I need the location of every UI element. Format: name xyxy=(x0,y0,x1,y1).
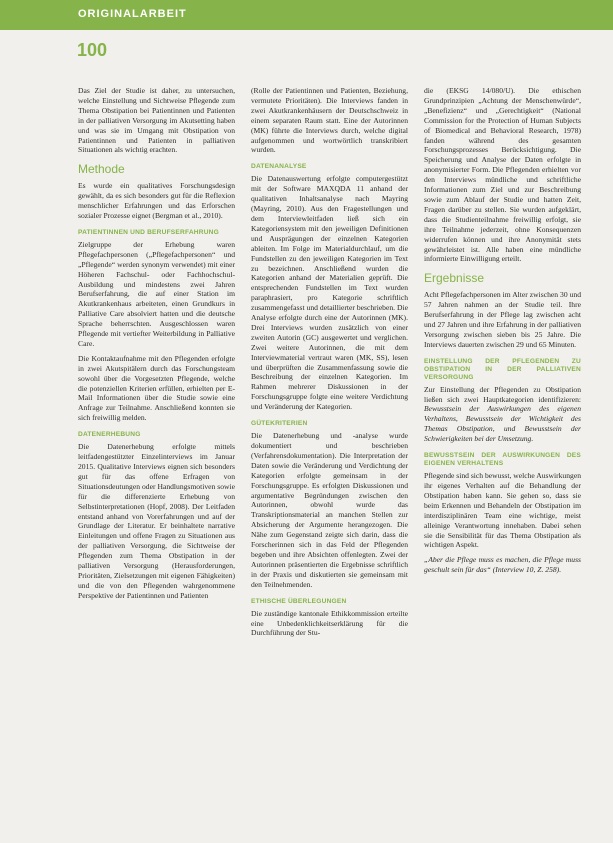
paragraph: Die Kontaktaufnahme mit den Pflegenden erfolgte in zwei Akutspitälern durch das Forschungsteam sowohl über die Vorgesetzten Pflegende, welche die potenziellen Kriterien erfüllen, erhielten per E-Mail Informationen über die Studie sowie eine Anfrage zur Teilnahme. Anschließend konnten sie sich freiwillig melden. xyxy=(78,353,235,423)
paragraph: (Rolle der Patientinnen und Patienten, Beziehung, vermutete Prioritäten). Die Interviews fanden in zwei Akutkrankenhäusern der Deutschschweiz in einem separaten Raum statt. Eine der Autorinnen (MK) führte die Interviews durch, welche digital aufgenommen und wortwörtlich transkribiert wurden. xyxy=(251,86,408,155)
subheading-sample: PATIENTINNEN UND BERUFSERFAHRUNG xyxy=(78,228,219,236)
paragraph: Die Datenerhebung erfolgte mittels leitfadengestützter Einzelinterviews im Januar 2015. Qualitative Interviews eignen sich besonders gut für das offene Erfragen von Situationsdeutungen oder Handlungsmotiven sowie für die differenzierte Erhebung von Selbstinterpretationen (Hopf, 2008). Der Leitfaden entstand anhand von Vorerfahrungen und auf der Grundlage der Literatur. Er beinhaltete narrative Einleitungen und offene Fragen zu Situationen aus der palliativen Versorgung, die Sichtweise der Pflegenden zum Thema Obstipation in der palliativen Versorgung (Herausforderungen, Prioritäten, Zielsetzungen mit eigenen Fähigkeiten) und die von den Pflegenden wahrgenommene Perspektive der Patientinnen und Patienten xyxy=(78,442,235,600)
paragraph: Die zuständige kantonale Ethikkommission erteilte eine Unbedenklichkeitserklärung für die Durchführung der Stu- xyxy=(251,608,408,638)
subheading-data: DATENERHEBUNG xyxy=(78,431,141,439)
paragraph-text: Zur Einstellung der Pflegenden zu Obstipation ließen sich zwei Hauptkategorien identifizieren: xyxy=(424,384,581,404)
categories-italic: Bewusstsein der Auswirkungen des eigenen Verhaltens, Bewusstsein der Wichtigkeit des Themas Obstipation, und Bewusstsein der Schwierigkeiten bei der Umsetzung. xyxy=(424,404,581,444)
paragraph: Zielgruppe der Erhebung waren Pflegefachpersonen („Pflegefachpersonen“ und „Pflegende“ werden synonym verwendet) mit einer Höheren Fachschul- oder Fachhochschul-Ausbildung und mindestens zwei Jahren Berufserfahrung, die auf einer Station im Akutkrankenhaus arbeiteten, einen Grundkurs in Palliative Care absolviert hatten und die deutsche Sprache beherrschten. Ausgeschlossen waren Pflegende mit vertiefter Weiterbildung in Palliative Care. xyxy=(78,239,235,348)
paragraph: Die Datenauswertung erfolgte computergestützt mit der Software MAXQDA 11 anhand der qualitativen Inhaltsanalyse nach Mayring (Mayring, 2010). Aus den Fragestellungen und dem Interviewleitfaden ließ sich ein Kategoriensystem mit den jeweiligen Definitionen und Ausprägungen der einzelnen Kategorien ableiten. Im Folge im Materialdurchlauf, um die Fundstellen zu den jeweiligen Kategorien im Text zu bezeichnen. Anschließend wurden die Kategorien anhand der Materialien geprüft. Die entsprechenden Fundstellen im Text wurden paraphrasiert, pro Kategorie schriftlich zusammengefasst und detaillierter beschrieben. Die Analyse erfolgte durch eine der Autorinnen (MK). Drei Interviews wurden zusätzlich von einer zweiten Autorin (GC) ausgewertet und verglichen. Zwei weitere Autorinnen, die mit dem Interviewmaterial vertraut waren (MK, SS), lesen und überprüften die Zusammenfassung sowie die Beschreibung der einzelnen Kategorien. Im Rahmen mehrerer Diskussionen in der Forschungsgruppe folgte eine weitere Verdichtung und Veränderung der Kategorien. xyxy=(251,174,408,412)
paragraph: Es wurde ein qualitatives Forschungsdesign gewählt, da es sich besonders gut für die Reflexion menschlicher Erfahrungen und das Erforschen sozialer Prozesse eignet (Bergman et al., 2010). xyxy=(78,181,235,220)
interview-quote: „Aber die Pflege muss es machen, die Pflege muss geschult sein für das“ (Interview 10, Z. 258). xyxy=(424,555,581,575)
subheading-attitude: EINSTELLUNG DER PFLEGENDEN ZU OBSTIPATION IN DER PALLIATIVEN VERSORGUNG xyxy=(424,357,581,381)
subheading-awareness: BEWUSSTSEIN DER AUSWIRKUNGEN DES EIGENEN VERHALTENS xyxy=(424,452,581,468)
text-column-2 xyxy=(251,86,408,643)
paragraph: Die Datenerhebung und -analyse wurde dokumentiert und beschrieben (Verfahrensdokumentation). Die Interpretation der Daten sowie die Veränderung und Verdichtung der Kategorien erfolgte gemeinsam in der Forschungsgruppe. Es erfolgten Diskussionen und argumentative Begründungen zwischen den Autorinnen, obwohl wurde das Transkriptionsmaterial an manchen Stellen zur Absicherung der Argumente herangezogen. Die Nähe zum Gegenstand zeigte sich darin, dass die Forscherinnen sich in das Feld der Pflegenden begeben und ihre Absichten offenlegten. Zwei der Autorinnen präsentierten die Ergebnisse schriftlich in der Praxis und diskutierten sie gemeinsam mit den Teilnehmenden. xyxy=(251,431,408,589)
heading-ergebnisse: Ergebnisse xyxy=(424,271,485,286)
paragraph: die (EKSG 14/080/U). Die ethischen Grundprinzipien „Achtung der Menschenwürde“, „Benefizienz“ und „Gerechtigkeit“ (National Commission for the Protection of Human Subjects of Biomedical and Behavioral Research, 1978) fanden während des gesamten Forschungsprozesses Berücksichtigung. Die Speicherung und Analyse der Daten erfolgte in anonymisierter Form. Die Pflegenden erhielten vor den Interviews mündliche und schriftliche Informationen zum Ziel und zur Beschreibung sowie zum Ablauf der Studie und hatten Zeit, Fragen darüber zu stellen. Sie wurden aufgeklärt, dass die Studienteilnahme freiwillig erfolgt, sie ihre Teilnahme jederzeit, ohne Konsequenzen widerrufen können und ihre Anonymität stets gewährleistet ist. Alle haben eine mündliche informierte Einwilligung erteilt. xyxy=(424,86,581,264)
subheading-quality: GÜTEKRITERIEN xyxy=(251,420,308,428)
subheading-ethics: ETHISCHE ÜBERLEGUNGEN xyxy=(251,597,347,605)
text-column-1 xyxy=(78,86,235,606)
heading-methode: Methode xyxy=(78,162,125,177)
section-header-band xyxy=(0,0,613,30)
subheading-analysis: DATENANALYSE xyxy=(251,163,307,171)
paragraph xyxy=(424,385,581,444)
paragraph: Acht Pflegefachpersonen im Alter zwischen 30 und 57 Jahren nahmen an der Studie teil. Ihre Berufserfahrung in der Pflege lag zwischen acht und 27 Jahren und ihre Erfahrung in der palliativen Versorgung zwischen sieben bis 25 Jahre. Die Interviews dauerten zwischen 29 und 65 Minuten. xyxy=(424,290,581,349)
text-column-3 xyxy=(424,86,581,580)
section-header-label: ORIGINALARBEIT xyxy=(78,8,187,20)
page-number: 100 xyxy=(77,40,108,60)
paragraph: Pflegende sind sich bewusst, welche Auswirkungen ihr eigenes Verhalten auf die Behandlung der Obstipation haben kann. Sie gehen so, dass sie beim Erkennen und Behandeln der Obstipation im interdisziplinären Team eine wichtige, meist alleinige Verantwortung innehaben. Dabei sehen sie die Sensibilität für das Thema Obstipation als wichtigen Aspekt. xyxy=(424,471,581,550)
paragraph: Das Ziel der Studie ist daher, zu untersuchen, welche Einstellung und Sichtweise Pflegende zum Thema Obstipation bei Patientinnen und Patienten in der palliativen Versorgung im Akutsetting haben und was sie im Umgang mit Obstipation von Patientinnen und Patienten in palliativen Situationen als wichtig erachten. xyxy=(78,86,235,155)
